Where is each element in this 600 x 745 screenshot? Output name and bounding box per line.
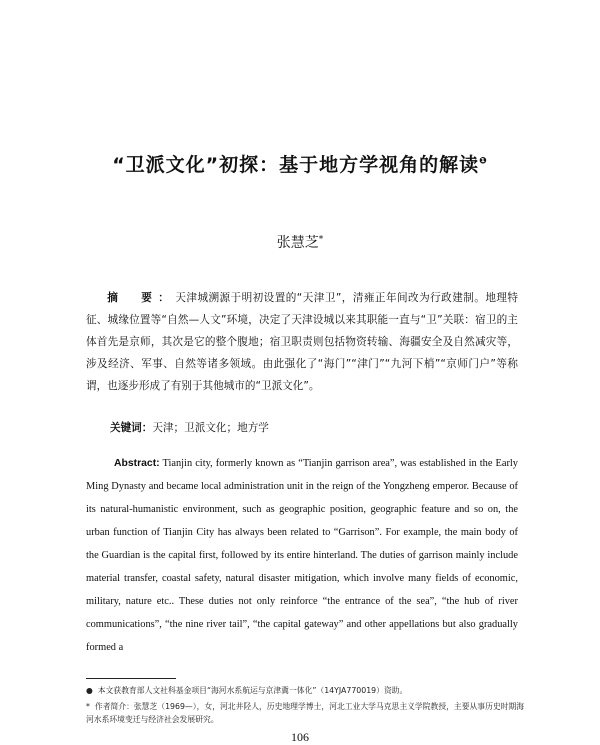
english-abstract-label: Abstract: [114,458,160,469]
chinese-abstract-label: 摘 要： [107,292,176,304]
footnote-divider [86,678,176,679]
footnote-funding-text: 本文获教育部人文社科基金项目“海河水系航运与京津冀一体化”（14YJA770019）资助。 [97,686,408,695]
paper-title [40,150,560,177]
footnote-funding-bullet: ● [86,686,93,695]
title-footnote-mark: ❶ [479,156,488,167]
author-name: 张慧芝 [276,235,319,251]
keywords-text: 天津；卫派文化；地方学 [152,422,269,434]
footnote-author-mark: * [86,702,90,711]
keywords [110,420,510,435]
footnote-author-text: 作者简介：张慧芝（1969—），女，河北井陉人，历史地理学博士，河北工业大学马克思主义学院教授，主要从事历史时期海河水系环境变迁与经济社会发展研究。 [86,702,525,724]
author-line [40,232,560,252]
author-mark: * [318,234,324,245]
chinese-abstract-text: 天津城溯源于明初设置的“天津卫”，清雍正年间改为行政建制。地理特征、城缘位置等“自然—人文”环境，决定了天津设城以来其职能一直与“卫”关联：宿卫的主体首先是京师，其次是它的整个腹地；宿卫职责则包括物资转输、海疆安全及自然减灾等，涉及经济、军事、自然等诸多领域。由此强化了“海门”“津门”“九河下梢”“京师门户”等称谓，也逐步形成了有别于其他城市的“卫派文化”。 [86,292,518,392]
footnote-author [86,700,526,726]
footnote-funding [86,684,526,697]
chinese-abstract [86,287,518,397]
english-abstract [86,452,518,659]
page-number: 106 [291,730,309,744]
english-abstract-text: Tianjin city, formerly known as “Tianjin garrison area”, was established in the Early Ming Dynasty and became local administration unit in the reign of the Yongzheng emperor. Because of its natural-humanistic environment, such as geographic position, geographic feature and so on, the urban function of Tianjin City has always been related to “Garrison”. For example, the main body of the Guardian is the capital first, followed by its entire hinterland. The duties of garrison mainly include material transfer, coastal safety, natural disaster mitigation, which involve many fields of economic, military, nature etc.. These duties not only reinforce “the entrance of the sea”, “the hub of river communications”, “the nine river tail”, “the capital gateway” and other appellations but also gradually formed a [86,458,518,653]
title-text: “卫派文化”初探：基于地方学视角的解读 [112,154,480,176]
keywords-label: 关键词： [110,422,153,434]
